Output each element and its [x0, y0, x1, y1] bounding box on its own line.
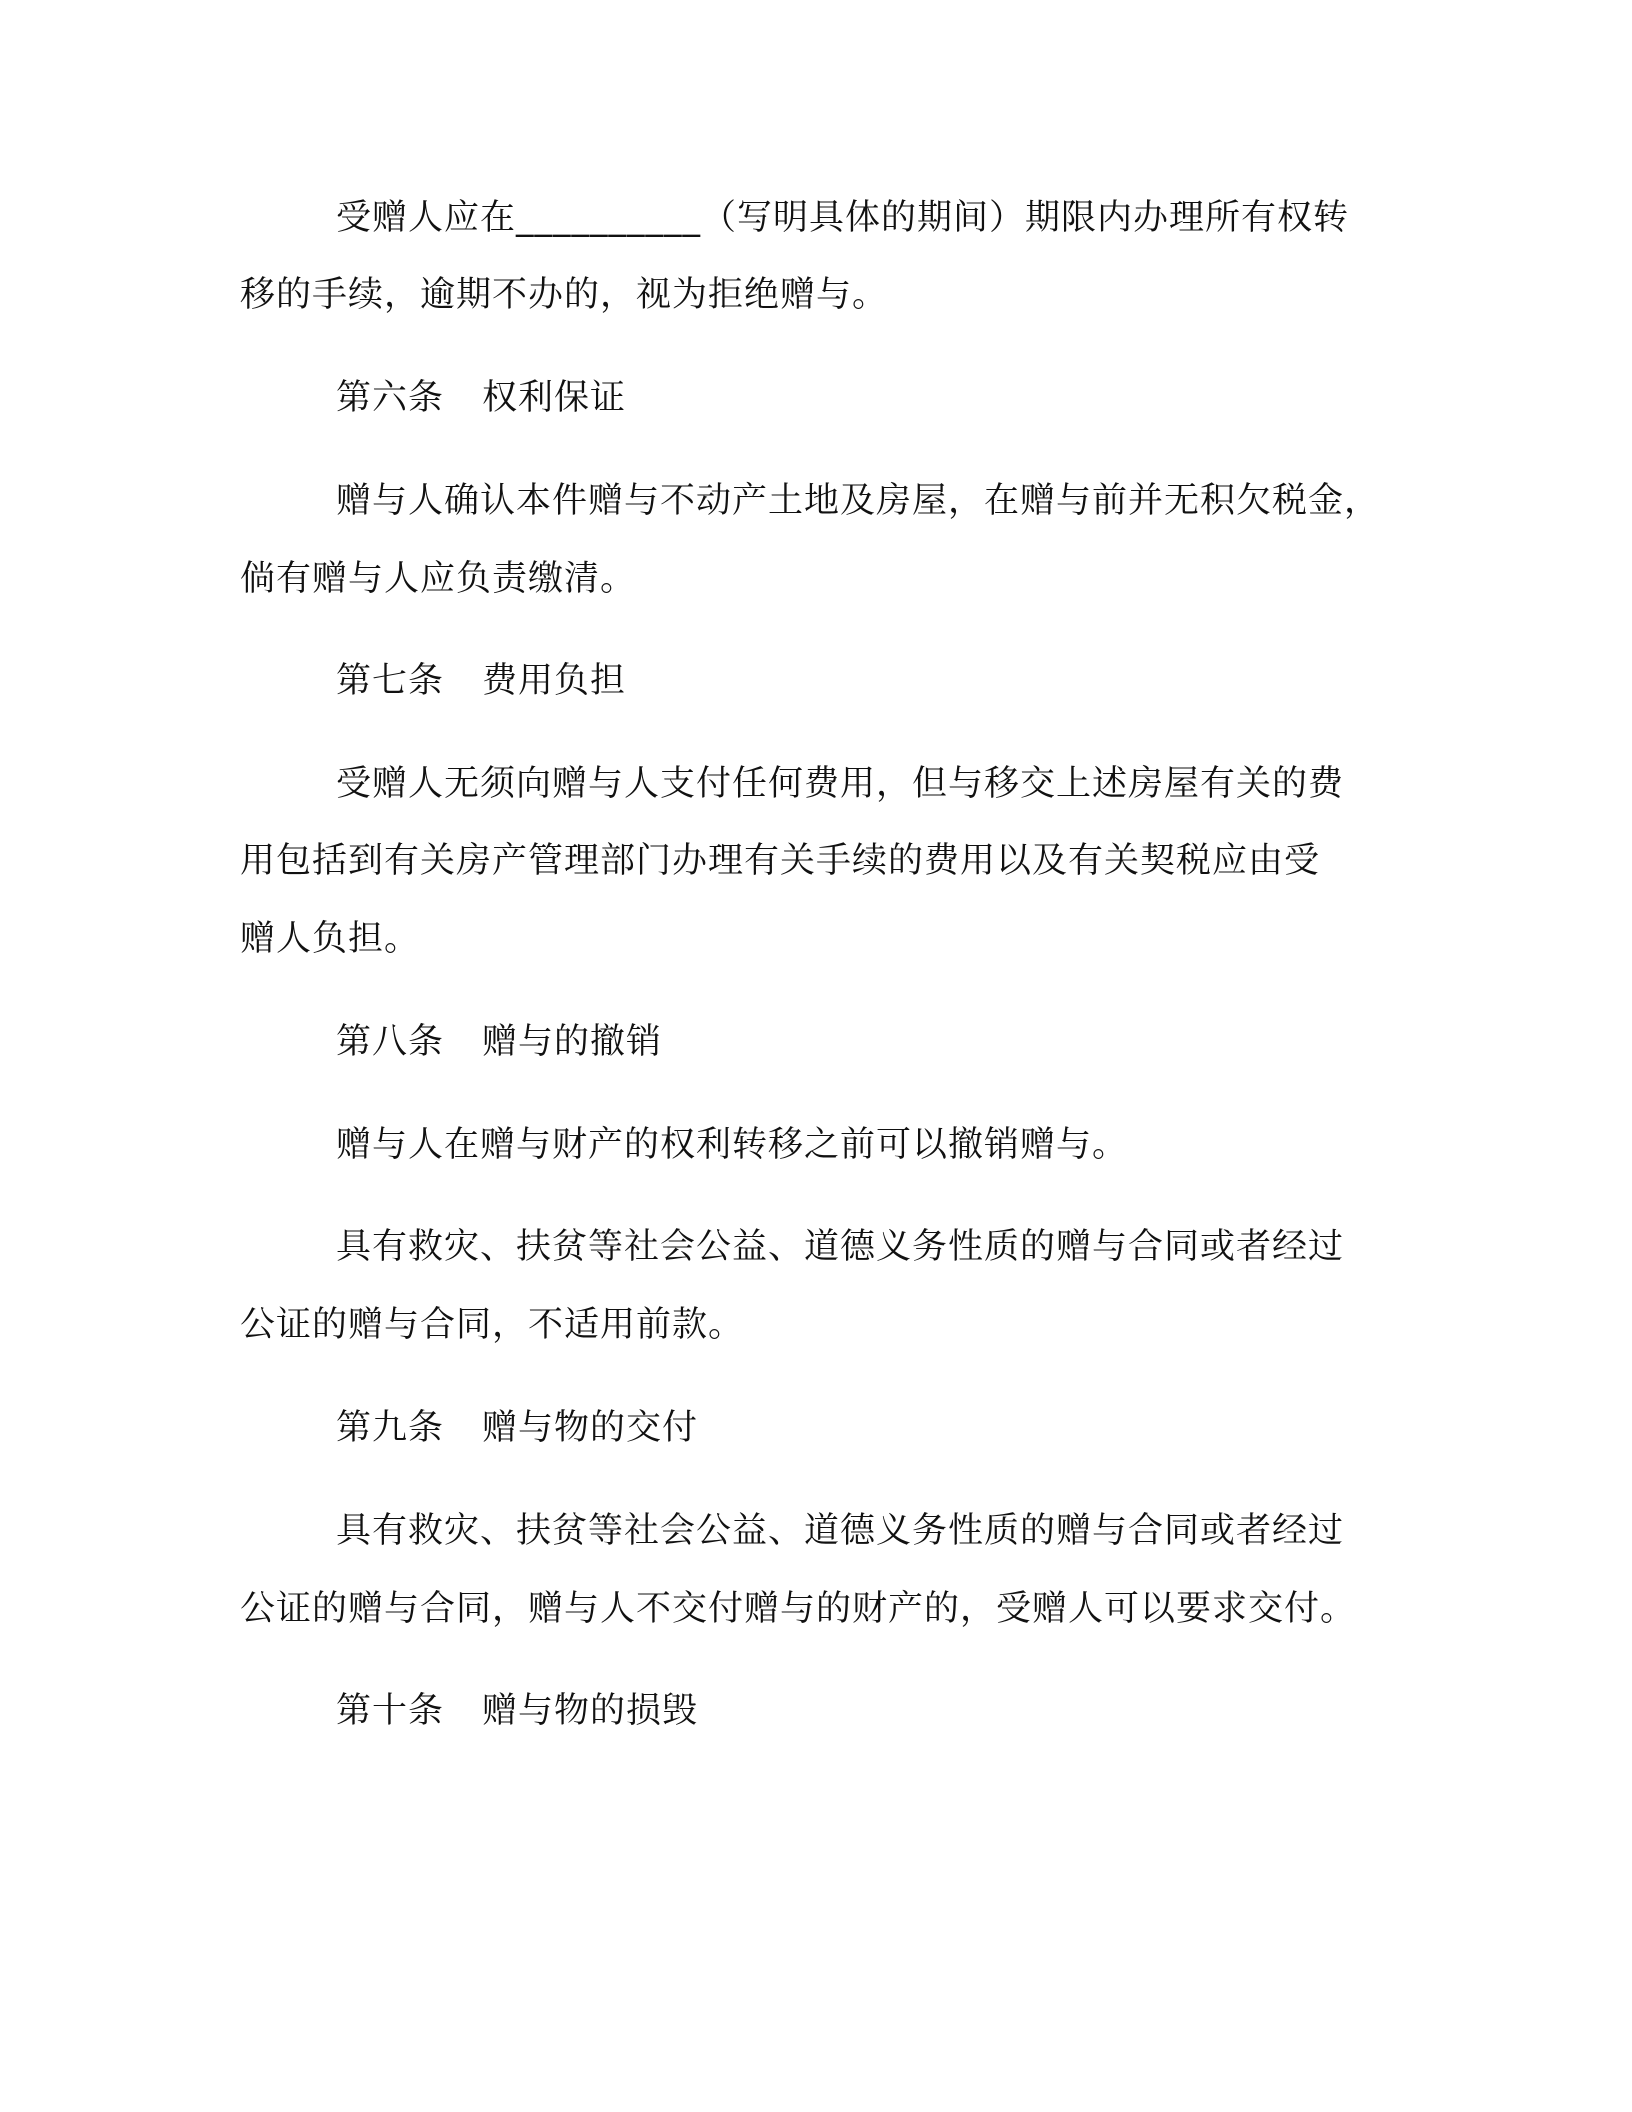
clause7-text-line: 赠人负担。: [240, 919, 421, 959]
clause8-text-line: 公证的赠与合同，不适用前款。: [240, 1305, 745, 1345]
clause5-text-line: 移的手续，逾期不办的，视为拒绝赠与。: [240, 275, 889, 315]
clause-number: 第九条: [336, 1408, 445, 1448]
clause9-heading: [336, 1404, 698, 1452]
clause6-heading: [336, 374, 626, 422]
clause-title: 费用负担: [482, 661, 627, 701]
clause7-text-line: 受赠人无须向赠与人支付任何费用，但与移交上述房屋有关的费: [336, 764, 1345, 804]
clause-number: 第六条: [336, 378, 445, 418]
clause-title: 赠与物的损毁: [482, 1691, 699, 1731]
clause-number: 第八条: [336, 1022, 445, 1062]
clause6-text-line: 倘有赠与人应负责缴清。: [240, 559, 637, 599]
clause9-text-line: 公证的赠与合同，赠与人不交付赠与的财产的，受赠人可以要求交付。: [240, 1589, 1357, 1629]
clause10-heading: [336, 1687, 698, 1735]
clause7-heading: [336, 657, 626, 705]
clause8-text-line: 具有救灾、扶贫等社会公益、道德义务性质的赠与合同或者经过: [336, 1227, 1345, 1267]
clause7-text-line: 用包括到有关房产管理部门办理有关手续的费用以及有关契税应由受: [240, 841, 1321, 881]
clause6-text-line: 赠与人确认本件赠与不动产土地及房屋，在赠与前并无积欠税金，: [336, 481, 1381, 521]
clause8-text-line: 赠与人在赠与财产的权利转移之前可以撤销赠与。: [336, 1125, 1129, 1165]
clause9-text-line: 具有救灾、扶贫等社会公益、道德义务性质的赠与合同或者经过: [336, 1511, 1345, 1551]
clause5-text-line: 受赠人应在__________（写明具体的期间）期限内办理所有权转: [336, 198, 1350, 238]
clause-title: 赠与物的交付: [482, 1408, 699, 1448]
clause-title: 权利保证: [482, 378, 627, 418]
clause-number: 第十条: [336, 1691, 445, 1731]
clause-number: 第七条: [336, 661, 445, 701]
clause-title: 赠与的撤销: [482, 1022, 663, 1062]
clause8-heading: [336, 1018, 662, 1066]
